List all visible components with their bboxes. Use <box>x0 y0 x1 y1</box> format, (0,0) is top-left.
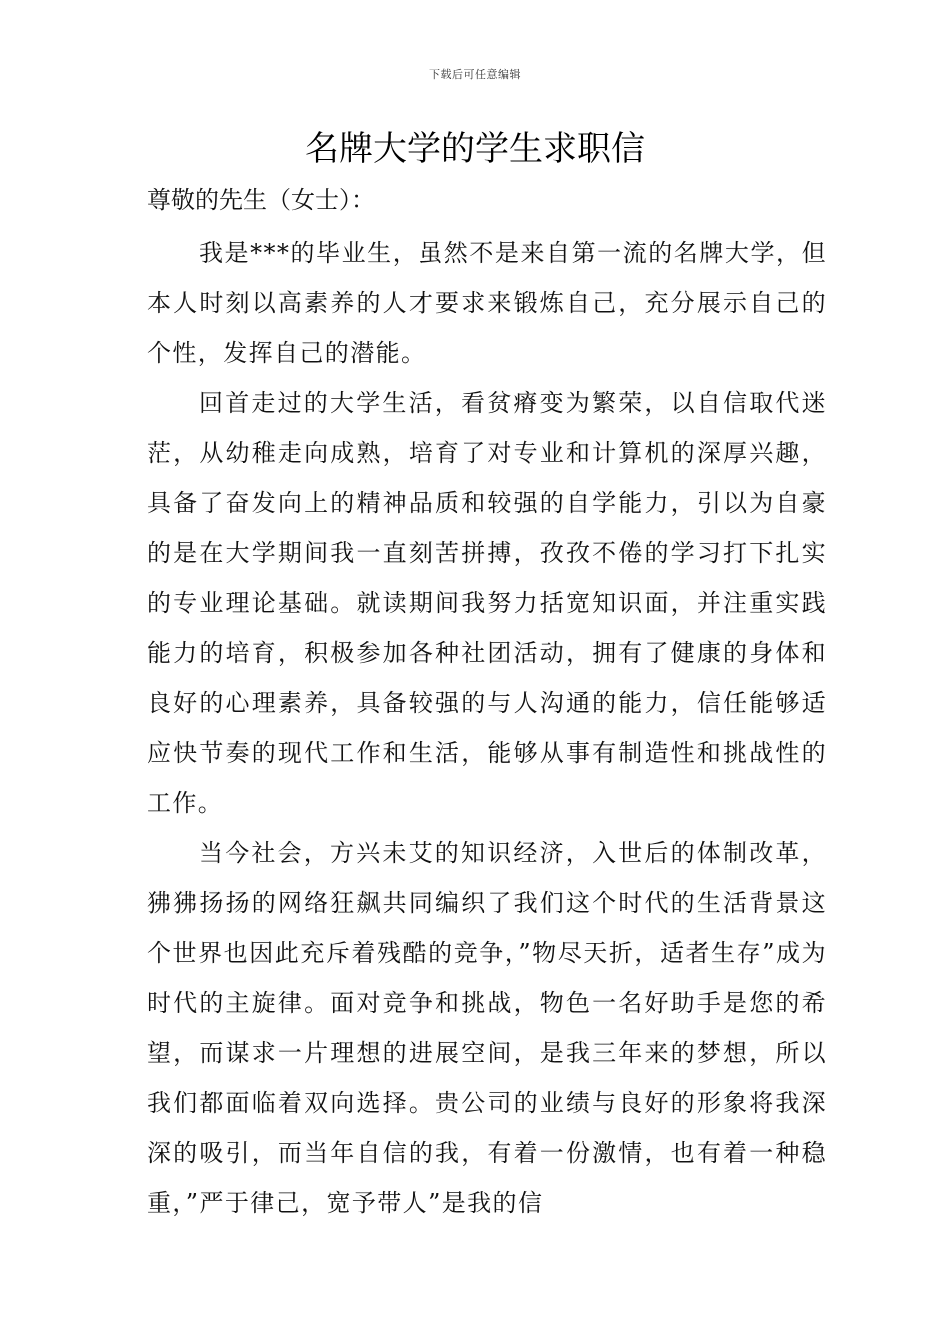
salutation: 尊敬的先生（女士）： <box>147 186 375 214</box>
paragraph-university-life: 回首走过的大学生活，看贫瘠变为繁荣，以自信取代迷茫，从幼稚走向成熟，培育了对专业和计算机的深厚兴趣，具备了奋发向上的精神品质和较强的自学能力，引以为自豪的是在大学期间我一直刻苦拼搏，孜孜不倦的学习打下扎实的专业理论基础。就读期间我努力括宽知识面，并注重实践能力的培育，积极参加各种社团活动，拥有了健康的身体和良好的心理素养，具备较强的与人沟通的能力，信任能够适应快节奏的现代工作和生活，能够从事有制造性和挑战性的工作。 <box>147 389 827 817</box>
header-note: 下载后可任意编辑 <box>429 68 521 81</box>
letter-body <box>147 228 827 1228</box>
document-title: 名牌大学的学生求职信 <box>305 129 645 169</box>
paragraph-intro: 我是***的毕业生，虽然不是来自第一流的名牌大学，但本人时刻以高素养的人才要求来锻炼自己，充分展示自己的个性，发挥自己的潜能。 <box>147 239 827 367</box>
paragraph-society-competition: 当今社会，方兴未艾的知识经济，入世后的体制改革，狒狒扬扬的网络狂飙共同编织了我们这个时代的生活背景这个世界也因此充斥着残酷的竞争，”物尽天折，适者生存”成为时代的主旋律。面对竞争和挑战，物色一名好助手是您的希望，而谋求一片理想的进展空间，是我三年来的梦想，所以我们都面临着双向选择。贵公司的业绩与良好的形象将我深深的吸引，而当年自信的我，有着一份激情，也有着一种稳重，”严于律己，宽予带人”是我的信 <box>147 839 827 1217</box>
